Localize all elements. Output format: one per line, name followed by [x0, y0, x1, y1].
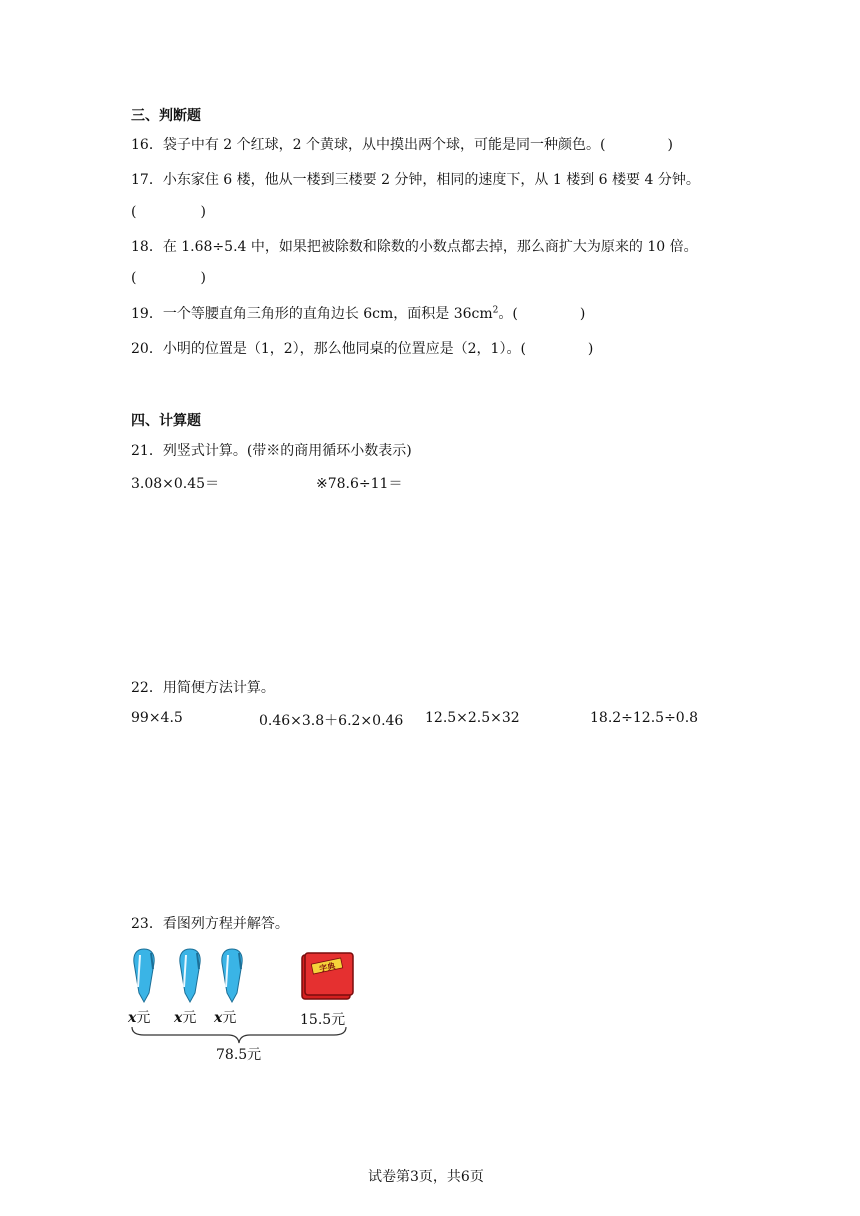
pen-icon: [176, 947, 204, 1003]
question-22-a: 99×4.5: [131, 710, 183, 726]
dictionary-cover-text: 字典: [318, 961, 337, 974]
question-16: [131, 134, 673, 154]
question-21-b: ※78.6÷11＝: [316, 476, 403, 492]
question-21: 21．列竖式计算。(带※的商用循环小数表示): [131, 443, 412, 459]
question-22-d: 18.2÷12.5÷0.8: [590, 710, 699, 726]
dictionary-price-label: 15.5元: [300, 1012, 346, 1028]
section-4-heading: 四、计算题: [131, 413, 201, 429]
superscript-2: 2: [492, 305, 499, 316]
question-20-text: 20．小明的位置是（1，2），那么他同桌的位置应是（2，1）。: [131, 341, 521, 357]
answer-paren-close: ): [579, 306, 586, 322]
total-price-label: 78.5元: [216, 1047, 262, 1063]
question-19-text: 19．一个等腰直角三角形的直角边长 6cm，面积是 36cm: [131, 306, 493, 322]
question-17-answer: [131, 204, 206, 220]
question-22-c: 12.5×2.5×32: [425, 710, 520, 726]
total-brace: [130, 1025, 348, 1045]
answer-paren-close: ): [587, 341, 594, 357]
answer-paren-open: (: [520, 341, 526, 357]
question-22-b: 0.46×3.8＋6.2×0.46: [259, 713, 404, 729]
answer-paren-open: (: [599, 137, 606, 153]
pen-price-label: x元: [214, 1010, 237, 1026]
answer-paren-close: ): [667, 137, 673, 153]
pen-icon: [218, 947, 246, 1003]
page-footer: 试卷第3页，共6页: [368, 1169, 484, 1185]
pens-and-dictionary-figure: [128, 945, 368, 1065]
question-17: 17．小东家住 6 楼，他从一楼到三楼要 2 分钟，相同的速度下，从 1 楼到 6 楼要 4 分钟。: [131, 172, 700, 188]
answer-paren-close: ): [200, 204, 206, 220]
question-16-text: 16．袋子中有 2 个红球，2 个黄球，从中摸出两个球，可能是同一种颜色。: [131, 137, 600, 153]
section-3-heading: 三、判断题: [131, 108, 201, 124]
answer-paren-close: ): [200, 270, 206, 286]
answer-paren-open: (: [512, 306, 518, 322]
answer-paren-open: (: [131, 204, 137, 220]
question-19: [131, 303, 585, 323]
question-23: 23．看图列方程并解答。: [131, 916, 289, 932]
dictionary-icon: [300, 951, 354, 1001]
question-22: 22．用简便方法计算。: [131, 680, 275, 696]
question-18-answer: [131, 270, 206, 286]
answer-paren-open: (: [131, 270, 137, 286]
pen-price-label: x元: [128, 1010, 151, 1026]
question-19-end: 。: [498, 306, 513, 322]
pen-price-label: x元: [174, 1010, 197, 1026]
question-21-a: 3.08×0.45＝: [131, 476, 220, 492]
pen-icon: [130, 947, 158, 1003]
question-20: [131, 338, 593, 358]
question-18: 18．在 1.68÷5.4 中，如果把被除数和除数的小数点都去掉，那么商扩大为原来的 10 倍。: [131, 239, 698, 255]
